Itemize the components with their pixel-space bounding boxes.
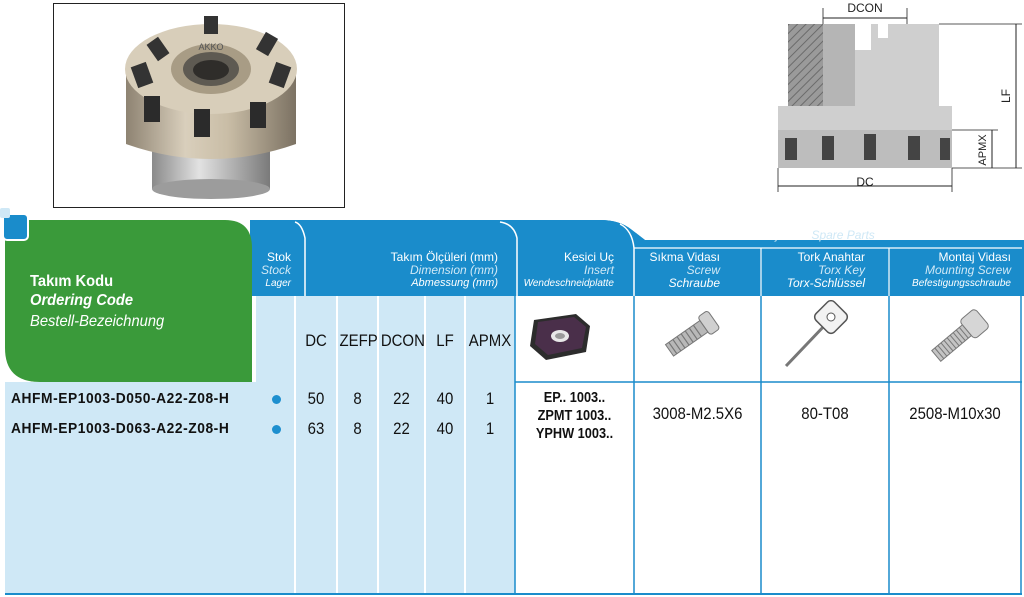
dcon-label: DCON xyxy=(847,1,883,15)
dimension-header-en: Dimension (mm) xyxy=(409,263,498,277)
screw-header-en: Screw xyxy=(686,263,720,277)
insert-header-de: Wendeschneidplatte xyxy=(523,278,614,289)
spare-parts-header xyxy=(640,228,1018,242)
screw-header xyxy=(636,251,720,290)
ordering-code: AHFM-EP1003-D050-A22-Z08-H xyxy=(11,390,230,407)
ordering-code-tr: Takım Kodu xyxy=(30,273,114,290)
technical-drawing xyxy=(770,0,1024,205)
apmx-value: 1 xyxy=(485,389,495,408)
key-header-tr: Tork Anahtar xyxy=(797,250,865,264)
spare-header-tr: Yedek Parçaları xyxy=(717,228,802,242)
spare-header-de: Ersatzteile xyxy=(884,228,941,242)
product-photo xyxy=(53,3,345,208)
apmx-label: APMX xyxy=(977,134,989,166)
ordering-code-de: Bestell-Bezeichnung xyxy=(30,313,165,330)
dc-value: 50 xyxy=(307,389,325,408)
screw-header-tr: Sıkma Vidası xyxy=(649,250,720,264)
insert-list xyxy=(524,389,625,443)
spare-header-en: Spare Parts xyxy=(811,228,875,242)
zefp-value: 8 xyxy=(353,419,362,438)
insert-header-en: Insert xyxy=(583,263,614,277)
key-header xyxy=(763,251,865,290)
insert-item: EP.. 1003.. xyxy=(543,389,606,406)
zefp-value: 8 xyxy=(353,389,362,408)
stock-header-tr: Stok xyxy=(266,250,291,264)
dcon-value: 22 xyxy=(393,389,410,408)
mount-header-en: Mounting Screw xyxy=(924,263,1011,277)
screw-icon xyxy=(655,305,725,367)
key-value: 80-T08 xyxy=(801,404,849,423)
spare-sep1: / xyxy=(801,228,812,242)
ordering-code-en: Ordering Code xyxy=(30,292,134,309)
insert-item: YPHW 1003.. xyxy=(535,425,614,442)
col-dc: DC xyxy=(305,331,327,350)
mount-header-de: Befestigungsschraube xyxy=(912,278,1011,289)
spare-sep2: / xyxy=(874,228,885,242)
mount-header xyxy=(891,251,1011,290)
lf-label: LF xyxy=(999,88,1013,104)
milling-cutter-image xyxy=(54,4,343,206)
insert-header xyxy=(518,251,614,290)
stock-dot xyxy=(272,395,281,404)
col-lf: LF xyxy=(436,331,454,350)
stock-header xyxy=(250,251,291,290)
dimension-header xyxy=(310,251,498,290)
insert-icon xyxy=(528,312,594,362)
screw-value: 3008-M2.5X6 xyxy=(652,404,743,423)
col-zefp: ZEFP xyxy=(339,331,378,350)
mount-value: 2508-M10x30 xyxy=(909,404,1001,423)
dimension-header-tr: Takım Ölçüleri (mm) xyxy=(390,250,498,264)
screw-header-de: Schraube xyxy=(668,276,720,290)
insert-item: ZPMT 1003.. xyxy=(537,407,612,424)
dc-value: 63 xyxy=(307,419,325,438)
stock-dot xyxy=(272,425,281,434)
torx-key-icon xyxy=(778,300,858,372)
key-header-de: Torx-Schlüssel xyxy=(786,276,865,290)
mounting-screw-icon xyxy=(925,305,995,367)
mount-header-tr: Montaj Vidası xyxy=(938,250,1011,264)
col-apmx: APMX xyxy=(468,331,512,350)
dimension-header-de: Abmessung (mm) xyxy=(411,277,498,289)
logo: AKKO xyxy=(198,42,224,52)
apmx-value: 1 xyxy=(485,419,495,438)
dcon-value: 22 xyxy=(393,419,410,438)
lf-value: 40 xyxy=(436,419,454,438)
col-dcon: DCON xyxy=(380,331,425,350)
insert-header-tr: Kesici Uç xyxy=(563,250,614,264)
lf-value: 40 xyxy=(436,389,454,408)
key-header-en: Torx Key xyxy=(818,263,865,277)
stock-header-de: Lager xyxy=(265,278,291,289)
dc-label: DC xyxy=(856,175,874,189)
ordering-code: AHFM-EP1003-D063-A22-Z08-H xyxy=(11,420,230,437)
stock-header-en: Stock xyxy=(260,263,291,277)
